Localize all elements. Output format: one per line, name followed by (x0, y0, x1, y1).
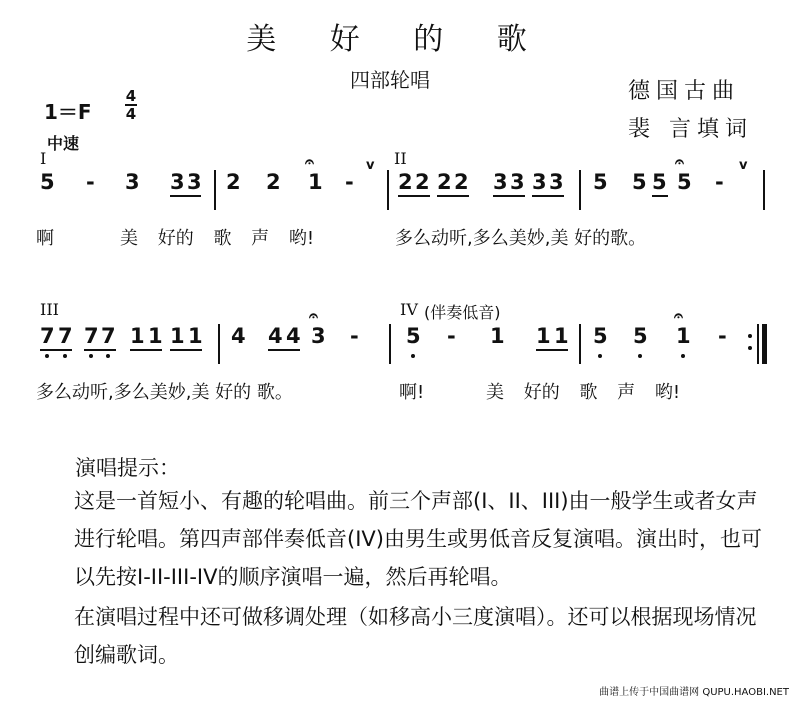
note: 1 (536, 324, 551, 348)
song-title: 美 好 的 歌 (246, 22, 549, 57)
note: 5 (633, 324, 648, 348)
barline (757, 324, 759, 364)
tempo-marking: 中速 (47, 134, 80, 153)
low-octave-dot (89, 354, 93, 358)
note: 1 (554, 324, 569, 348)
low-octave-dot (598, 354, 602, 358)
beam (536, 349, 568, 351)
subtitle: 四部轮唱 (350, 68, 430, 92)
note: 5 (593, 170, 608, 194)
beam (130, 349, 162, 351)
fermata-icon: 𝄐 (305, 152, 314, 171)
instructions-heading: 演唱提示： (75, 456, 180, 480)
note: 3 (493, 170, 508, 194)
lyric: 美 好的 歌 声 哟! (486, 382, 681, 403)
beam (170, 195, 201, 197)
note: 3 (187, 170, 202, 194)
fermata-icon: 𝄐 (309, 306, 318, 325)
fermata-icon: 𝄐 (675, 152, 684, 171)
key-signature: 1＝F (44, 100, 92, 124)
low-octave-dot (63, 354, 67, 358)
instructions-paragraph-1: 这是一首短小、有趣的轮唱曲。前三个声部(I、II、III)由一般学生或者女声进行轮唱。第四声部伴奏低音(IV)由男生或男低音反复演唱。演出时，也可以先按I-II-III-IV的顺序演唱一遍，然后再轮唱。 (74, 489, 762, 589)
note: 3 (170, 170, 185, 194)
note: 5 (593, 324, 608, 348)
lyric: 多么动听,多么美妙,美 好的歌。 (395, 228, 647, 249)
note: 2 (226, 170, 241, 194)
note: 1 (148, 324, 163, 348)
time-top: 4 (125, 87, 137, 105)
note: 5 (406, 324, 421, 348)
lyric: 美 好的 歌 声 哟! (120, 228, 315, 249)
barline (218, 324, 220, 364)
breath-mark-icon: v (366, 158, 375, 173)
lyric: 啊 (36, 228, 54, 249)
note: 2 (454, 170, 469, 194)
note: - (447, 324, 456, 348)
beam (398, 195, 430, 197)
beam (437, 195, 469, 197)
part-label-3: III (40, 300, 59, 319)
part-label-4: IV (400, 300, 418, 319)
lyricist-credit: 裴 言填词 (628, 117, 753, 142)
part-label-2: II (394, 149, 407, 168)
barline (389, 324, 391, 364)
note: 3 (311, 324, 326, 348)
origin-credit: 德国古曲 (628, 79, 741, 104)
instructions-paragraph-2: 在演唱过程中还可做移调处理（如移高小三度演唱）。还可以根据现场情况创编歌词。 (74, 605, 757, 667)
note: - (715, 170, 724, 194)
note: 5 (40, 170, 55, 194)
end-repeat-barline (762, 324, 767, 364)
note: - (718, 324, 727, 348)
note: 1 (170, 324, 185, 348)
lyric: 啊! (399, 382, 425, 403)
repeat-dot (748, 334, 752, 338)
note: 3 (532, 170, 547, 194)
note: - (345, 170, 354, 194)
note: - (86, 170, 95, 194)
beam (40, 349, 72, 351)
note: 5 (652, 170, 667, 194)
fermata-icon: 𝄐 (674, 306, 683, 325)
barline (579, 170, 581, 210)
low-octave-dot (638, 354, 642, 358)
barline (214, 170, 216, 210)
note: 1 (188, 324, 203, 348)
beam (268, 349, 300, 351)
barline (387, 170, 389, 210)
barline (763, 170, 765, 210)
note: 2 (266, 170, 281, 194)
note: 1 (130, 324, 145, 348)
beam (170, 349, 202, 351)
note: 5 (632, 170, 647, 194)
note: 4 (268, 324, 283, 348)
note: 7 (58, 324, 73, 348)
beam (532, 195, 564, 197)
note: 1 (676, 324, 691, 348)
time-bottom: 4 (125, 105, 137, 123)
note: 1 (308, 170, 323, 194)
low-octave-dot (681, 354, 685, 358)
note: 2 (437, 170, 452, 194)
note: 7 (84, 324, 99, 348)
note: 7 (40, 324, 55, 348)
lyric: 多么动听,多么美妙,美 好的 歌。 (36, 382, 293, 403)
breath-mark-icon: v (739, 158, 748, 173)
note: 2 (398, 170, 413, 194)
beam (652, 195, 668, 197)
repeat-dot (748, 346, 752, 350)
note: 1 (490, 324, 505, 348)
low-octave-dot (106, 354, 110, 358)
low-octave-dot (411, 354, 415, 358)
note: 7 (101, 324, 116, 348)
low-octave-dot (45, 354, 49, 358)
beam (84, 349, 116, 351)
note: 3 (510, 170, 525, 194)
note: 2 (415, 170, 430, 194)
barline (579, 324, 581, 364)
note: 3 (125, 170, 140, 194)
beam (493, 195, 525, 197)
part-label-1: I (40, 149, 47, 168)
time-signature (125, 88, 137, 122)
note: 3 (549, 170, 564, 194)
note: 5 (677, 170, 692, 194)
watermark: 曲谱上传于中国曲谱网 QUPU.HAOBI.NET (599, 687, 789, 698)
note: 4 (286, 324, 301, 348)
note: - (350, 324, 359, 348)
part-label-4-note: (伴奏低音) (424, 303, 501, 322)
note: 4 (231, 324, 246, 348)
